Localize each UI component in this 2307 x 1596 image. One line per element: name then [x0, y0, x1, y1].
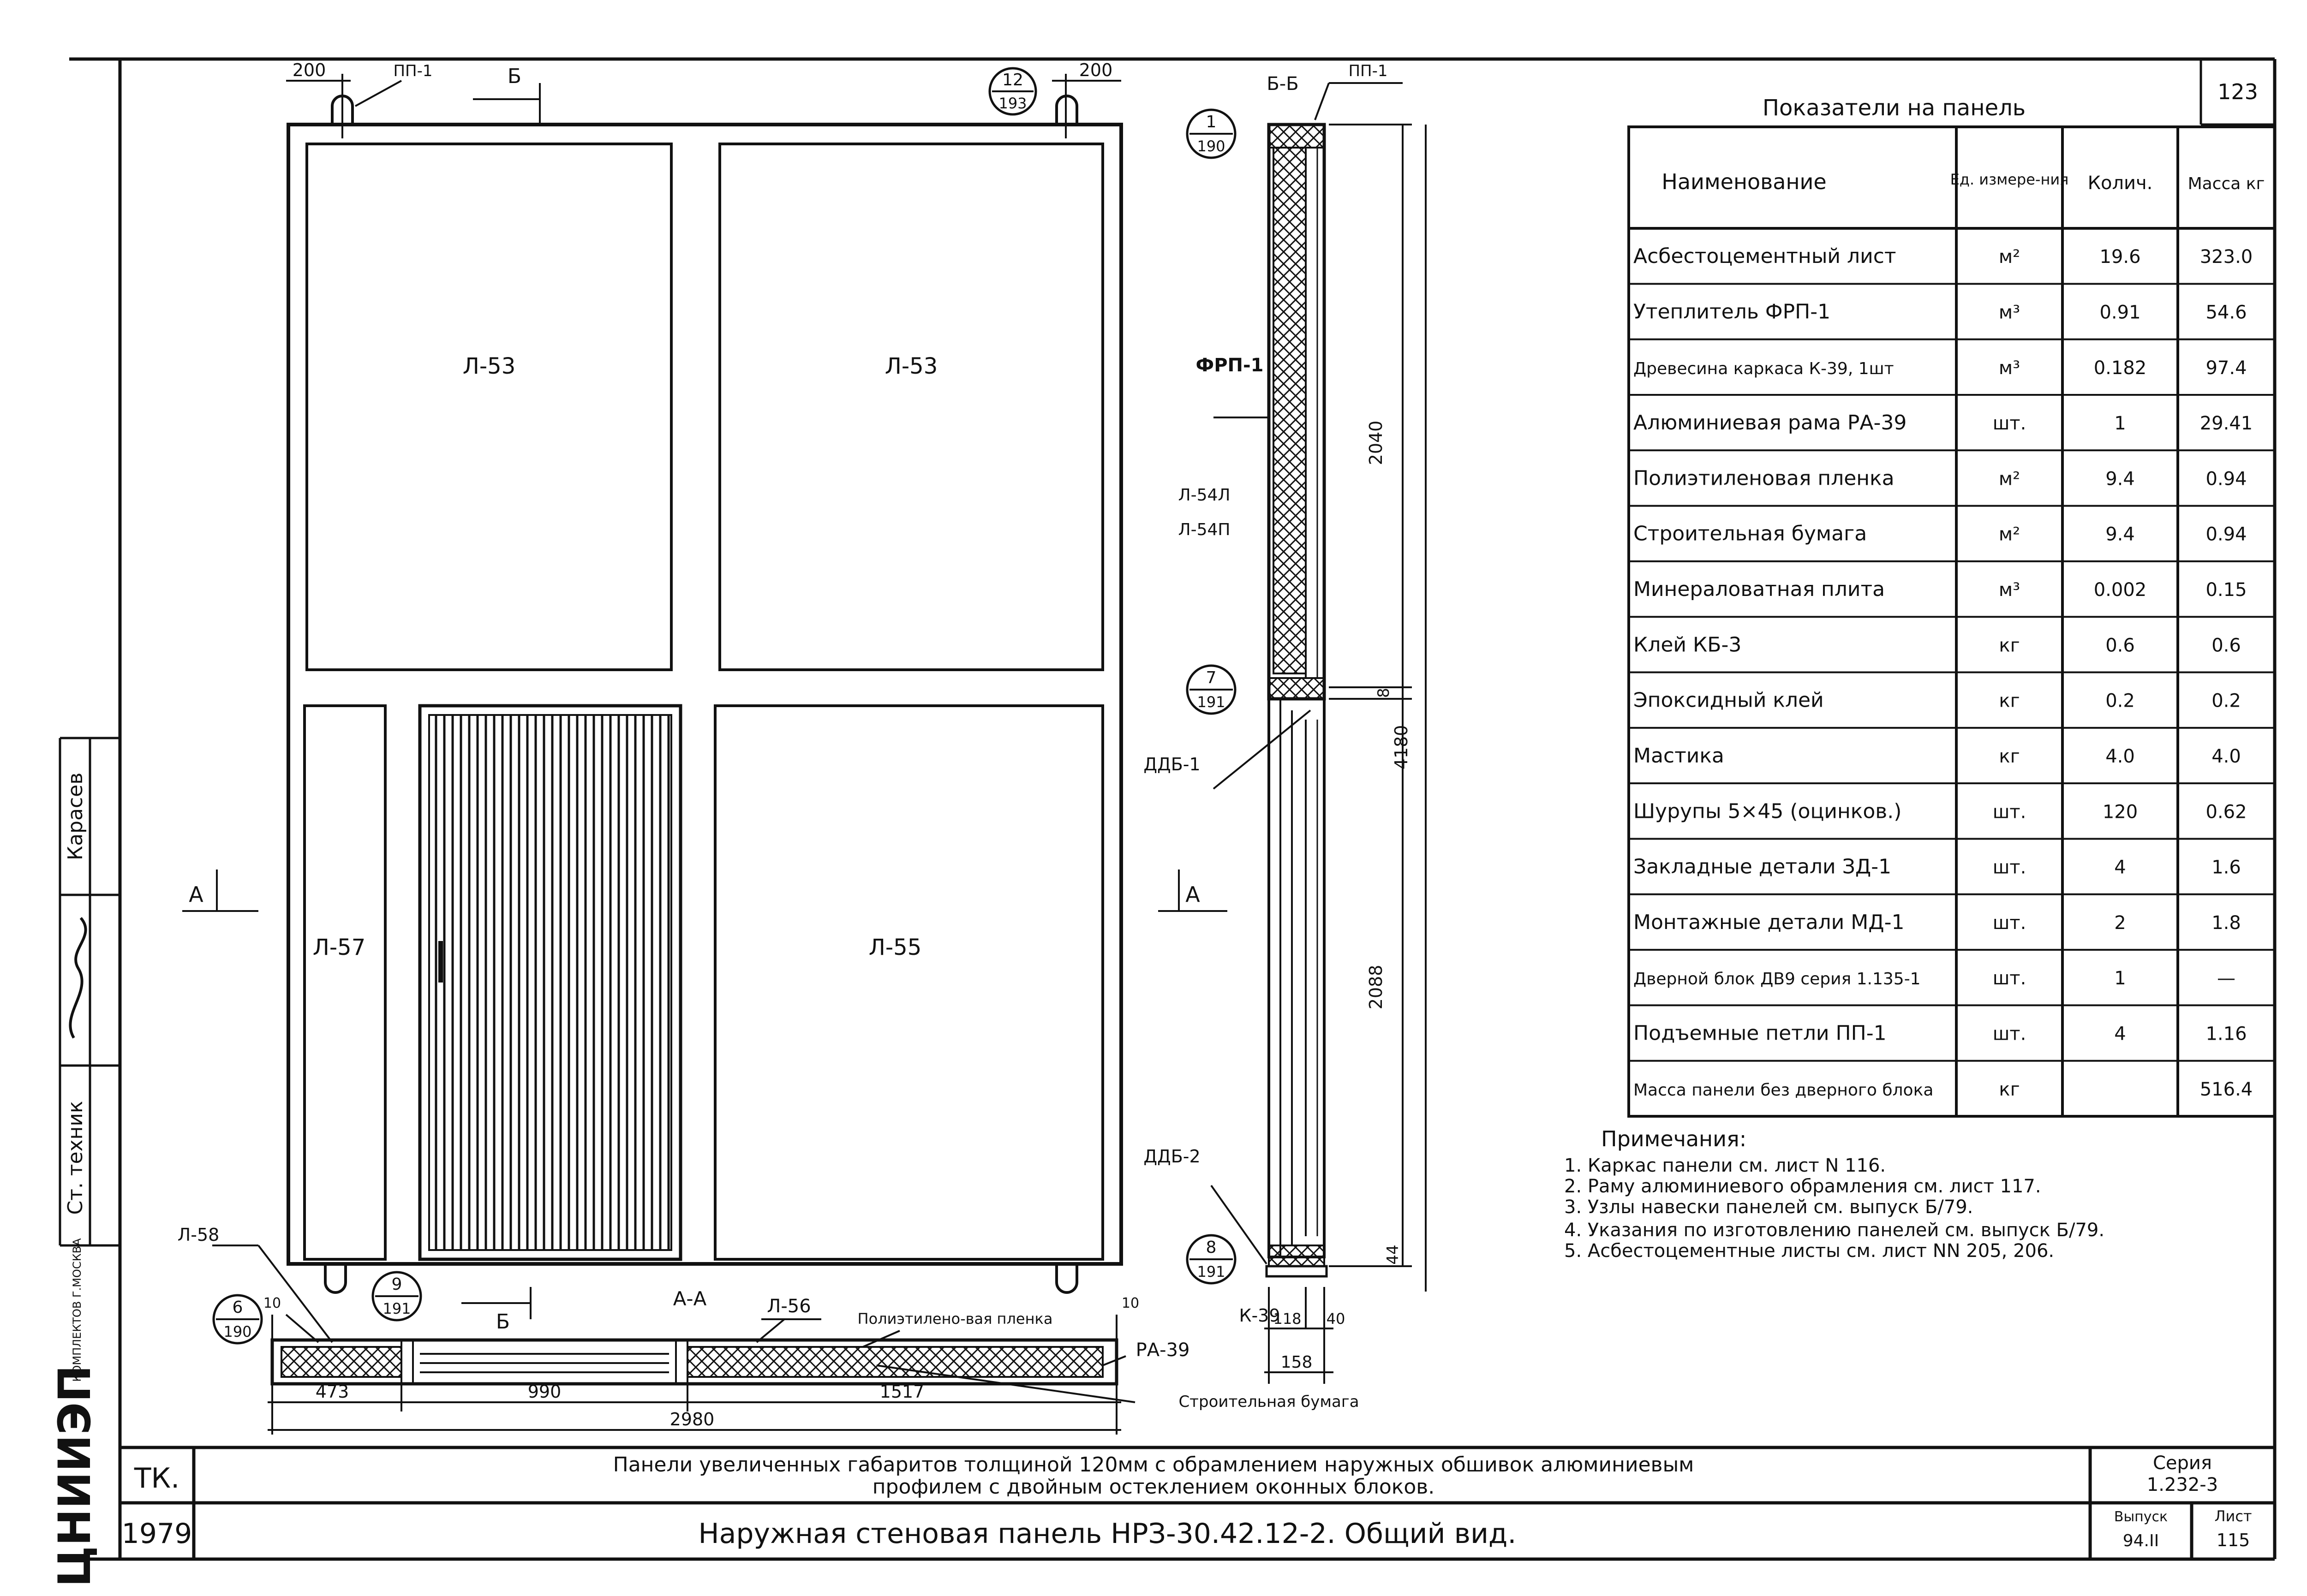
table-cell-qty: 1: [2114, 413, 2126, 435]
table-row: [1633, 300, 2247, 323]
table-cell-name: Дверной блок ДВ9 серия 1.135-1: [1633, 970, 1921, 989]
table-cell-qty: 2: [2114, 912, 2126, 934]
table-cell-qty: 0.6: [2105, 635, 2135, 656]
cut-a-label-left: А: [189, 882, 203, 907]
table-cell-unit: м²: [1998, 246, 2020, 268]
table-cell-unit: м³: [1998, 302, 2020, 323]
table-row: [1633, 244, 2253, 268]
table-cell-unit: м³: [1998, 357, 2020, 379]
table-cell-mass: 1.16: [2205, 1023, 2247, 1045]
table-cell-mass: 1.8: [2211, 912, 2241, 934]
table-cell-name: Закладные детали ЗД-1: [1633, 855, 1892, 879]
tb-title-line1: Панели увеличенных габаритов толщиной 120мм с обрамлением наружных обшивок алюминиевым: [613, 1453, 1694, 1477]
label-ddb1: ДДБ-1: [1143, 754, 1201, 774]
table-cell-unit: шт.: [1992, 801, 2026, 823]
insulation-hatch-left: [281, 1347, 401, 1377]
table-cell-unit: шт.: [1992, 912, 2026, 934]
table-row: [1633, 578, 2247, 601]
table-title: Показатели на панель: [1762, 95, 2026, 121]
loop-label-top: ПП-1: [393, 62, 433, 80]
table-cell-name: Утеплитель ФРП-1: [1633, 300, 1831, 324]
table-cell-unit: шт.: [1992, 1023, 2026, 1045]
table-cell-mass: 0.94: [2205, 524, 2247, 545]
section-bb-title: Б-Б: [1267, 73, 1299, 95]
dim-1517: 1517: [879, 1382, 925, 1402]
section-aa: [178, 1225, 1359, 1435]
panel-label-narrow: Л-57: [312, 935, 366, 960]
tb-series-value: 1.232-3: [2146, 1474, 2218, 1495]
svg-text:191: 191: [1197, 1263, 1225, 1280]
tb-series-label: Серия: [2153, 1453, 2212, 1474]
table-row: [1633, 911, 2241, 934]
stamp-compiled: КОМПЛЕКТОВ Г.МОСКВА: [71, 1238, 84, 1382]
tb-year: 1979: [121, 1518, 192, 1550]
table-cell-unit: м²: [1998, 468, 2020, 490]
table-cell-mass: 0.6: [2211, 635, 2241, 656]
notes: [1564, 1126, 2104, 1262]
table-row: [1633, 968, 2235, 989]
tb-title-line2: профилем с двойным остеклением оконных блоков.: [872, 1475, 1435, 1499]
front-view: [182, 60, 1227, 1334]
table-cell-mass: 323.0: [2199, 246, 2253, 268]
header-name: Наименование: [1662, 169, 1827, 194]
svg-text:1: 1: [1206, 113, 1217, 131]
section-bb-loop-label: ПП-1: [1348, 62, 1388, 80]
svg-text:12: 12: [1002, 71, 1023, 89]
table-cell-qty: 120: [2102, 801, 2138, 823]
dim-44: 44: [1384, 1245, 1402, 1265]
dim-2088: 2088: [1366, 965, 1386, 1010]
label-k39: К-39: [1239, 1305, 1280, 1326]
tb-org: ТК.: [134, 1462, 180, 1495]
label-l54l: Л-54Л: [1178, 486, 1231, 505]
signature-mark: [70, 918, 85, 1038]
table-cell-qty: 19.6: [2099, 246, 2141, 268]
callout-bubble-8-191: [1187, 1235, 1235, 1283]
table-row: [1633, 522, 2247, 546]
dim-118: 118: [1273, 1310, 1302, 1328]
label-frp1: ФРП-1: [1195, 355, 1264, 376]
header-mass: Масса кг: [2187, 174, 2265, 193]
door-handle: [438, 941, 443, 983]
table-cell-unit: кг: [1999, 635, 2020, 656]
tb-sheet-label: Лист: [2214, 1507, 2252, 1525]
section-bb: [1143, 62, 1426, 1384]
note-2: 2. Раму алюминиевого обрамления см. лист 117.: [1564, 1176, 2041, 1197]
stamp-org: ЦНИИЭП: [49, 1365, 101, 1587]
dim-473: 473: [315, 1382, 349, 1402]
table-cell-mass: 29.41: [2199, 413, 2253, 435]
dim-200-left: 200: [292, 60, 326, 80]
label-paper: Строительная бумага: [1178, 1393, 1359, 1411]
table-row: [1633, 466, 2247, 490]
table-cell-qty: 4: [2114, 1023, 2126, 1045]
callout-bubble-12-193: [990, 68, 1036, 114]
dim-8: 8: [1375, 688, 1393, 698]
callout-bubble-1-190: [1187, 110, 1235, 158]
table-cell-unit: шт.: [1992, 968, 2026, 989]
tb-sheet-value: 115: [2216, 1530, 2250, 1550]
table-cell-unit: шт.: [1992, 413, 2026, 435]
table-row: [1633, 1079, 2253, 1100]
table-cell-mass: 0.15: [2205, 579, 2247, 601]
svg-text:6: 6: [232, 1298, 243, 1317]
page-number: 123: [2217, 79, 2258, 104]
table-row: [1633, 689, 2241, 712]
tb-issue-value: 94.II: [2122, 1531, 2159, 1550]
dim-158: 158: [1280, 1353, 1313, 1372]
dim-2980: 2980: [669, 1409, 715, 1429]
table-cell-unit: м³: [1998, 579, 2020, 601]
stamp-name: Карасев: [64, 772, 87, 861]
table-row: [1633, 744, 2241, 768]
table-cell-mass: 0.2: [2211, 690, 2241, 712]
svg-text:7: 7: [1206, 668, 1217, 687]
label-l56: Л-56: [767, 1296, 811, 1317]
table-row: [1633, 633, 2241, 656]
table-cell-qty: 1: [2114, 968, 2126, 989]
callout-bubble-6-190: [214, 1295, 262, 1343]
stamp-role: Ст. техник: [64, 1101, 87, 1215]
indicators-table: [1629, 59, 2275, 1116]
dim-2040: 2040: [1366, 420, 1386, 465]
tb-main-title: Наружная стеновая панель НРЗ-30.42.12-2. Общий вид.: [698, 1518, 1517, 1550]
dim-40: 40: [1326, 1310, 1345, 1328]
svg-text:190: 190: [223, 1323, 252, 1340]
header-qty: Колич.: [2087, 173, 2153, 194]
table-cell-unit: кг: [1999, 690, 2020, 712]
table-cell-qty: 0.182: [2093, 357, 2147, 379]
insulation-hatch-right: [687, 1347, 1103, 1377]
dim-4180: 4180: [1391, 725, 1411, 770]
cut-a-label-right: А: [1185, 882, 1200, 907]
label-l58: Л-58: [177, 1225, 220, 1245]
table-cell-mass: 516.4: [2199, 1078, 2253, 1100]
panel-label-bottom-right: Л-55: [868, 935, 922, 960]
table-cell-name: Клей КБ-3: [1633, 633, 1742, 657]
callout-bubble-7-191: [1187, 666, 1235, 714]
note-3: 3. Узлы навески панелей см. выпуск Б/79.: [1564, 1197, 1973, 1218]
panel-label-top-left: Л-53: [462, 353, 516, 379]
table-cell-unit: кг: [1999, 1078, 2020, 1100]
label-ddb2: ДДБ-2: [1143, 1146, 1201, 1167]
table-row: [1633, 357, 2247, 379]
table-cell-qty: 0.002: [2093, 579, 2147, 601]
table-cell-unit: м²: [1998, 524, 2020, 545]
table-cell-mass: 97.4: [2205, 357, 2247, 379]
svg-text:191: 191: [1197, 693, 1225, 711]
table-row: [1633, 855, 2241, 879]
table-cell-mass: 1.6: [2211, 857, 2241, 878]
dim-990: 990: [527, 1382, 562, 1402]
svg-text:8: 8: [1206, 1238, 1217, 1257]
svg-text:9: 9: [391, 1275, 402, 1294]
table-cell-unit: шт.: [1992, 857, 2026, 878]
header-unit: Ед. измере-ния: [1950, 171, 2069, 188]
table-cell-qty: 0.91: [2099, 302, 2141, 323]
note-1: 1. Каркас панели см. лист N 116.: [1564, 1155, 1886, 1176]
svg-text:193: 193: [998, 95, 1027, 112]
svg-text:190: 190: [1197, 137, 1225, 155]
table-cell-qty: 9.4: [2105, 468, 2135, 490]
table-cell-name: Алюминиевая рама РА-39: [1633, 411, 1907, 435]
callout-bubble-9-191: [373, 1272, 421, 1320]
door-block-hatch: [429, 715, 671, 1250]
table-cell-mass: 4.0: [2211, 745, 2241, 767]
cut-b-label-top: Б: [507, 65, 522, 88]
table-cell-mass: 54.6: [2205, 302, 2247, 323]
label-l54p: Л-54П: [1178, 520, 1231, 539]
label-film: Полиэтилено-вая пленка: [857, 1310, 1053, 1328]
svg-text:191: 191: [383, 1300, 411, 1317]
table-cell-unit: кг: [1999, 745, 2020, 767]
table-cell-name: Масса панели без дверного блока: [1633, 1080, 1934, 1100]
tb-issue-label: Выпуск: [2114, 1509, 2168, 1525]
cut-b-label-bottom: Б: [496, 1310, 510, 1334]
table-cell-name: Подъемные петли ПП-1: [1633, 1021, 1887, 1045]
section-aa-title: А-А: [673, 1287, 707, 1310]
table-row: [1633, 799, 2247, 823]
table-cell-name: Минераловатная плита: [1633, 578, 1885, 601]
table-cell-mass: 0.62: [2205, 801, 2247, 823]
table-cell-mass: 0.94: [2205, 468, 2247, 490]
panel-label-top-right: Л-53: [885, 353, 938, 379]
insulation-hatch-upper: [1273, 148, 1306, 673]
table-cell-mass: —: [2217, 968, 2235, 989]
notes-title: Примечания:: [1601, 1126, 1747, 1151]
table-cell-name: Шурупы 5×45 (оцинков.): [1633, 799, 1902, 823]
side-stamp: [49, 738, 120, 1587]
table-cell-name: Монтажные детали МД-1: [1633, 910, 1905, 934]
table-cell-name: Асбестоцементный лист: [1633, 244, 1896, 268]
note-5: 5. Асбестоцементные листы см. лист NN 205, 206.: [1564, 1240, 2055, 1262]
table-cell-qty: 9.4: [2105, 524, 2135, 545]
label-ra39: РА-39: [1136, 1340, 1190, 1361]
table-cell-name: Эпоксидный клей: [1633, 688, 1824, 712]
table-cell-qty: 4: [2114, 857, 2126, 878]
table-cell-name: Мастика: [1633, 744, 1724, 768]
table-row: [1633, 1022, 2247, 1045]
table-cell-qty: 0.2: [2105, 690, 2135, 712]
dim-200-right: 200: [1079, 60, 1113, 80]
dim-10-left: 10: [263, 1295, 281, 1311]
table-cell-name: Полиэтиленовая пленка: [1633, 466, 1895, 490]
dim-10-right: 10: [1121, 1295, 1140, 1311]
table-row: [1633, 411, 2253, 435]
table-cell-name: Древесина каркаса К-39, 1шт: [1633, 359, 1894, 378]
table-cell-name: Строительная бумага: [1633, 522, 1867, 546]
note-4: 4. Указания по изготовлению панелей см. выпуск Б/79.: [1564, 1220, 2105, 1241]
table-cell-qty: 4.0: [2105, 745, 2135, 767]
